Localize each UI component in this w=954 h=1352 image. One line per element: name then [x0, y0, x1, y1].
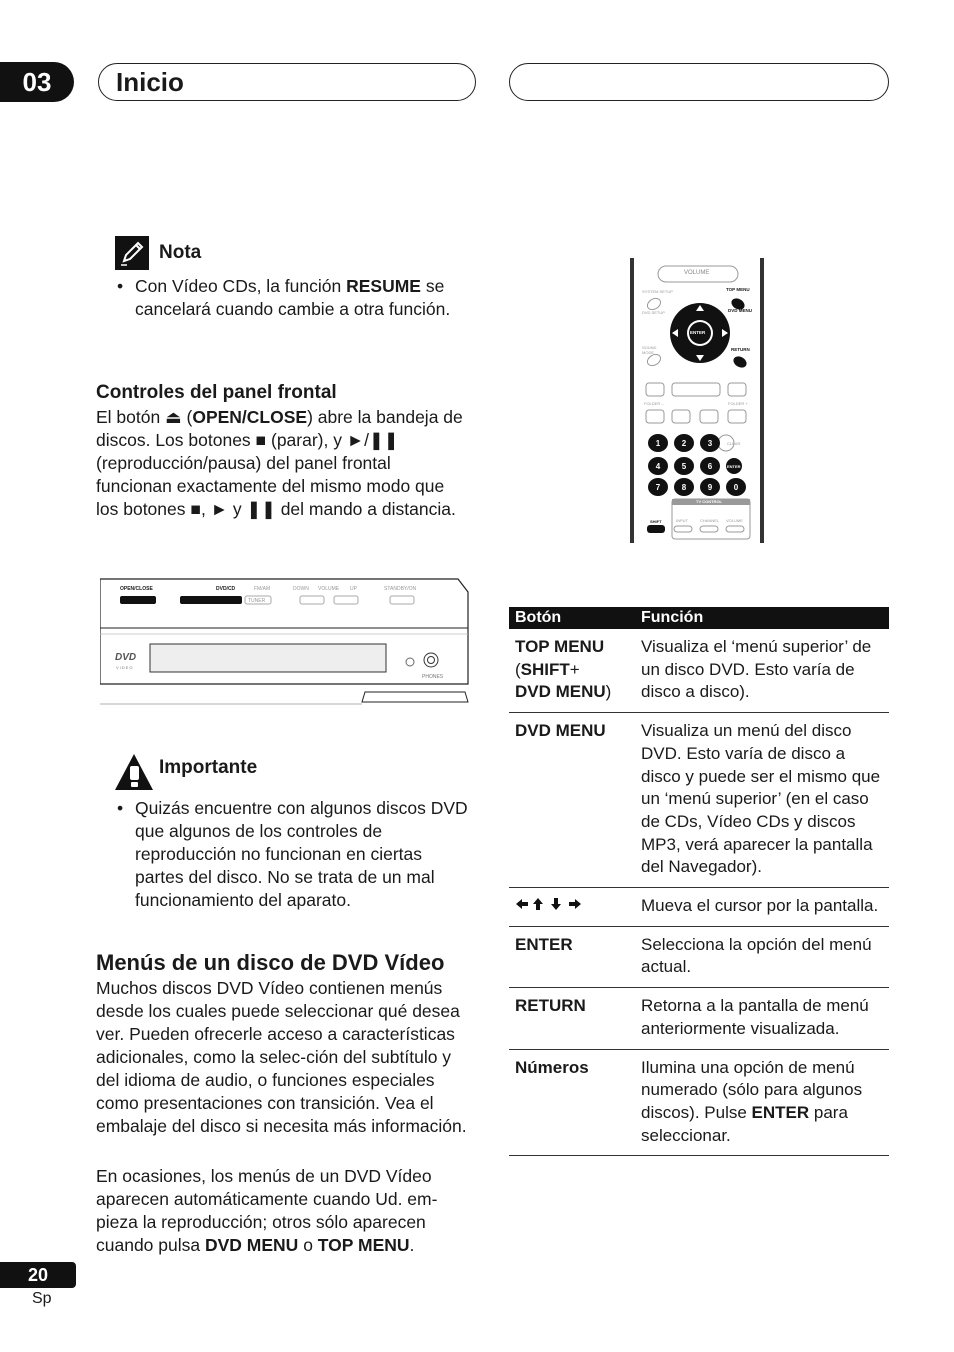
menus-paragraph-1: Muchos discos DVD Vídeo contienen menús desde los cuales puede seleccionar qué desea ver. Pueden ofrecerle acceso a características adicionales, como la selec-ción del subtítulo y del idioma de audio, o funciones especiales como presentaciones con transición. Vea el embalaje del disco si necesita más información. — [96, 978, 467, 1136]
front-panel-paragraph: El botón ⏏ (OPEN/CLOSE) abre la bandeja de discos. Los botones ■ (parar), y ►/❚❚ (reproducción/pausa) del panel frontal funcionan exactamente del mismo modo que los botones ■, ► y ❚❚ del mando a distancia. — [96, 407, 463, 519]
remote-top-menu-label: TOP MENU — [726, 287, 750, 292]
note-icon — [115, 236, 149, 275]
remote-control-illustration — [630, 258, 766, 543]
table-key: RETURN — [509, 988, 631, 1049]
table-header-function: Función — [631, 607, 889, 629]
remote-enter-label: ENTER — [690, 330, 706, 335]
remote-digit-button: 3 — [700, 434, 720, 452]
button-function-table — [509, 607, 889, 1156]
page-number: 20 — [0, 1262, 76, 1288]
menus-paragraph-2: En ocasiones, los menús de un DVD Vídeo aparecen automáticamente cuando Ud. em-pieza la reproducción; otros sólo aparecen cuando pulsa DVD MENU o TOP MENU. — [96, 1166, 438, 1255]
remote-folder-plus-label: FOLDER + — [728, 401, 748, 406]
table-value: Visualiza un menú del disco DVD. Esto varía de disco a disco y puede ser el mismo que un ‘menú superior’ (en el caso de CDs, Vídeo CDs y discos MP3, verá aparecer la pantalla del Navegador). — [631, 713, 889, 888]
device-dvd-cd-label: DVD/CD — [216, 586, 236, 592]
note-heading: Nota — [159, 242, 202, 263]
remote-shift-label: SHIFT — [650, 519, 662, 524]
important-list — [115, 797, 475, 912]
remote-tv-control-label: TV CONTROL — [696, 499, 722, 504]
table-header-button: Botón — [509, 607, 631, 629]
remote-input-label: INPUT — [676, 518, 688, 523]
important-heading: Importante — [159, 757, 258, 778]
front-panel-illustration — [100, 572, 470, 707]
table-key: Números — [509, 1049, 631, 1156]
remote-sound-mode-label: SOUND MODE — [642, 345, 657, 355]
remote-return-label: RETURN — [731, 347, 750, 352]
remote-digit-button: 5 — [674, 457, 694, 475]
play-pause-icon: ►/❚❚ — [346, 430, 399, 450]
page-title: Inicio — [116, 67, 184, 97]
important-item: • Quizás encuentre con algunos discos DVD que algunos de los controles de reproducción no funcionan en ciertas partes del disco. No se trata de un mal funcionamiento del aparato. — [115, 797, 475, 912]
note-list — [115, 275, 475, 321]
table-value: Retorna a la pantalla de menú anteriormente visualizada. — [631, 988, 889, 1049]
chapter-badge: 03 — [0, 62, 74, 102]
table-row — [509, 988, 889, 1049]
table-value: Selecciona la opción del menú actual. — [631, 926, 889, 987]
play-icon: ► — [210, 499, 229, 519]
table-row — [509, 629, 889, 713]
important-icon — [114, 753, 154, 796]
dvd-logo: DVD — [115, 652, 137, 663]
remote-digit-button: 4 — [648, 457, 668, 475]
remote-digit-button: 8 — [674, 478, 694, 496]
remote-system-setup-label: SYSTEM SETUP — [642, 289, 673, 294]
table-header-row — [509, 607, 889, 629]
table-row — [509, 888, 889, 927]
front-panel-heading: Controles del panel frontal — [96, 382, 337, 403]
eject-icon: ⏏ — [165, 407, 182, 427]
remote-volume-label: VOLUME — [684, 270, 710, 276]
device-down-label: DOWN — [293, 586, 309, 592]
table-row — [509, 713, 889, 888]
language-code: Sp — [32, 1290, 52, 1307]
table-value: Mueva el cursor por la pantalla. — [631, 888, 889, 927]
device-phones-label: PHONES — [422, 674, 444, 680]
table-key-arrows — [509, 888, 631, 927]
table-key: TOP MENU (SHIFT+ DVD MENU) — [509, 629, 631, 713]
device-standby-label: STANDBY/ON — [384, 586, 417, 592]
table-key: ENTER — [509, 926, 631, 987]
device-up-label: UP — [350, 586, 357, 592]
remote-digit-button: 7 — [648, 478, 668, 496]
arrow-keys-icon — [515, 896, 585, 915]
menus-heading: Menús de un disco de DVD Vídeo — [96, 950, 445, 975]
table-row — [509, 1049, 889, 1156]
table-row — [509, 926, 889, 987]
remote-dvd-menu-label: DVD MENU — [728, 308, 753, 313]
remote-channel-label: CHANNEL — [700, 518, 720, 523]
header-blank-frame — [509, 63, 889, 101]
device-fm-am-label: FM/AM — [254, 586, 271, 592]
remote-tv-volume-label: VOLUME — [726, 518, 743, 523]
table-value: Ilumina una opción de menú numerado (sólo para algunos discos). Pulse ENTER para seleccionar. — [631, 1049, 889, 1156]
note-item: • Con Vídeo CDs, la función RESUME se cancelará cuando cambie a otra función. — [115, 275, 475, 321]
device-tuner-label: TUNER — [248, 598, 266, 604]
remote-enter2-label: ENTER — [727, 464, 741, 469]
stop-icon: ■ — [190, 499, 201, 519]
remote-digit-button: 1 — [648, 434, 668, 452]
device-open-close-label: OPEN/CLOSE — [120, 586, 153, 592]
table-value: Visualiza el ‘menú superior’ de un disco DVD. Esto varía de disco a disco). — [631, 629, 889, 713]
device-volume-label: VOLUME — [318, 586, 340, 592]
dvd-logo-sub: VIDEO — [116, 665, 134, 670]
remote-digit-button: 9 — [700, 478, 720, 496]
remote-digit-button: 2 — [674, 434, 694, 452]
pause-icon: ❚❚ — [246, 499, 276, 519]
remote-folder-minus-label: FOLDER – — [644, 401, 664, 406]
stop-icon: ■ — [255, 430, 267, 450]
remote-digit-button: 0 — [726, 478, 746, 496]
remote-clear-label: CLEAR — [727, 441, 741, 446]
remote-dvd-setup-label: DVD SETUP — [642, 310, 665, 315]
table-key: DVD MENU — [509, 713, 631, 888]
remote-digit-button: 6 — [700, 457, 720, 475]
